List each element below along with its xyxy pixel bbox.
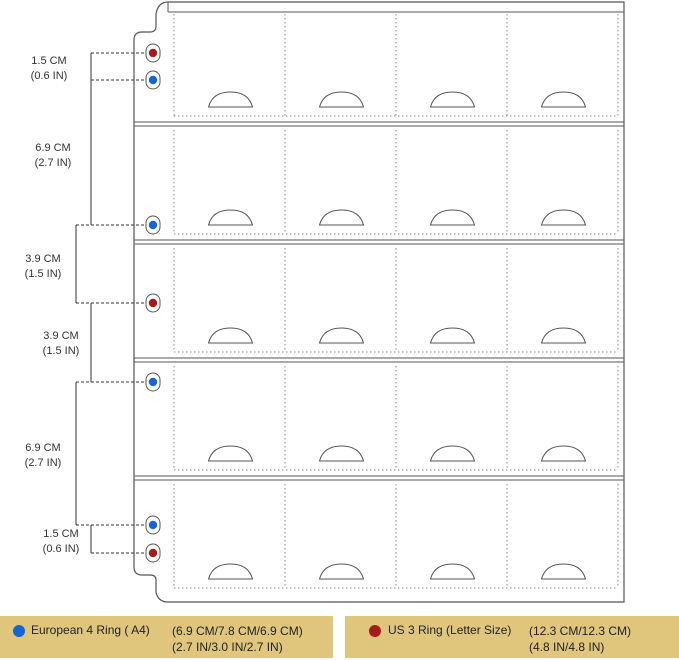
legend-european — [0, 616, 333, 658]
dimension-label-6: 1.5 CM (0.6 IN) — [42, 528, 80, 555]
european-ring-hole — [146, 216, 160, 234]
us-ring-hole — [146, 294, 160, 312]
thumb-cutout — [209, 564, 253, 579]
european-ring-hole — [146, 71, 160, 89]
dimension-label-5: 6.9 CM (2.7 IN) — [24, 442, 62, 469]
thumb-cutout — [542, 328, 586, 343]
dimension-bracket — [76, 225, 146, 303]
thumb-cutout — [209, 210, 253, 225]
thumb-cutout — [542, 210, 586, 225]
thumb-cutout — [320, 210, 364, 225]
thumb-cutout — [431, 92, 475, 107]
blue-dot-icon — [13, 625, 25, 637]
pocket-page — [134, 2, 624, 602]
dimension-label-2: 6.9 CM (2.7 IN) — [34, 142, 72, 169]
dimension-bracket — [91, 80, 146, 225]
thumb-cutout — [542, 564, 586, 579]
legend-european-spec: (6.9 CM/7.8 CM/6.9 CM) (2.7 IN/3.0 IN/2.7 IN) — [172, 624, 303, 654]
blue-dot-icon — [149, 76, 157, 84]
us-ring-hole — [146, 44, 160, 62]
red-dot-icon — [149, 549, 157, 557]
dimension-label-1: 1.5 CM (0.6 IN) — [30, 55, 68, 82]
thumb-cutout — [431, 446, 475, 461]
european-ring-hole — [146, 516, 160, 534]
thumb-cutout — [209, 328, 253, 343]
thumb-cutout — [320, 446, 364, 461]
blue-dot-icon — [149, 378, 157, 386]
dimension-label-4: 3.9 CM (1.5 IN) — [42, 330, 80, 357]
legend-us-name: US 3 Ring (Letter Size) — [388, 623, 512, 637]
dimension-bracket — [76, 382, 146, 525]
thumb-cutout — [431, 564, 475, 579]
blue-dot-icon — [149, 221, 157, 229]
thumb-cutout — [320, 328, 364, 343]
legend-us — [345, 616, 679, 658]
thumb-cutout — [320, 564, 364, 579]
us-ring-hole — [146, 544, 160, 562]
page-outline — [134, 2, 624, 602]
thumb-cutout — [209, 446, 253, 461]
red-dot-icon — [149, 299, 157, 307]
legend-us-spec: (12.3 CM/12.3 CM) (4.8 IN/4.8 IN) — [529, 624, 632, 654]
thumb-cutout — [431, 328, 475, 343]
thumb-cutout — [542, 92, 586, 107]
dimension-brackets — [76, 53, 146, 553]
dimension-label-3: 3.9 CM (1.5 IN) — [24, 253, 62, 280]
thumb-cutout — [209, 92, 253, 107]
blue-dot-icon — [149, 521, 157, 529]
dimension-bracket — [91, 53, 146, 80]
red-dot-icon — [369, 625, 381, 637]
thumb-cutout — [542, 446, 586, 461]
european-ring-hole — [146, 373, 160, 391]
thumb-cutout — [320, 92, 364, 107]
legend-european-name: European 4 Ring ( A4) — [31, 623, 150, 637]
red-dot-icon — [149, 49, 157, 57]
thumb-cutout — [431, 210, 475, 225]
